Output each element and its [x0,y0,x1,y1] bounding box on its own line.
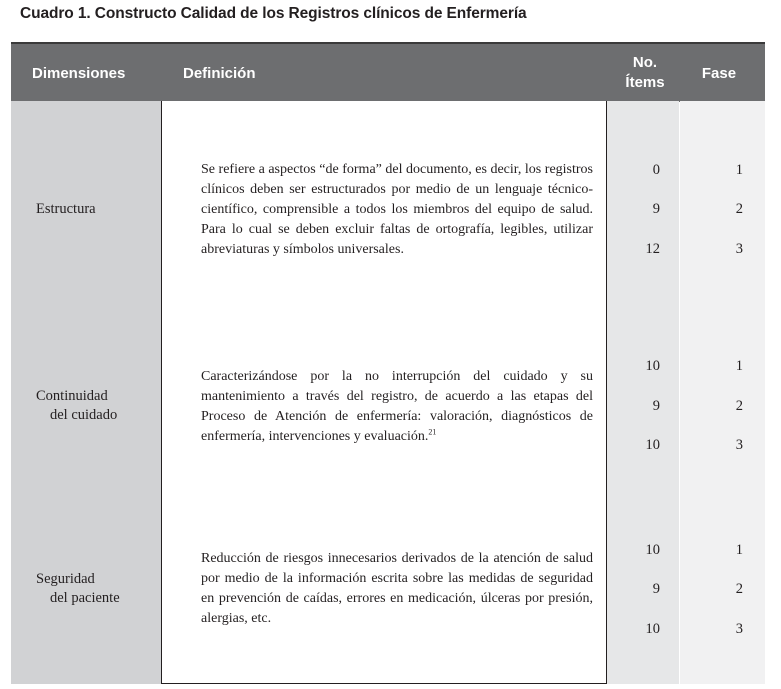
items-value: 10 [645,621,660,637]
dimension-line: del paciente [50,590,120,606]
fase-value: 2 [735,201,743,217]
header-fase: Fase [701,65,737,82]
header-items [615,53,675,93]
header-items-line2: Ítems [625,74,665,91]
fase-value: 3 [735,241,743,257]
items-value: 10 [645,358,660,374]
dimension-line: Continuidad [36,388,108,404]
row-dimension-seguridad [36,570,120,608]
table-header [11,42,765,102]
table-title: Cuadro 1. Constructo Calidad de los Registros clínicos de Enfermería [20,5,527,22]
fase-value: 1 [735,358,743,374]
row-definition-seguridad: Reducción de riesgos innecesarios derivados de la atención de salud por medio de la información escrita sobre las medidas de seguridad en prevención de caídas, errores en medicación, úlceras por presión, alergias, etc. [201,551,593,626]
items-value: 9 [652,398,660,414]
items-value: 9 [652,581,660,597]
dimension-line: Seguridad [36,571,95,587]
reference-superscript: 21 [428,427,437,437]
dimension-line: Estructura [36,201,96,217]
header-dimensiones: Dimensiones [32,65,126,82]
row-definition-estructura: Se refiere a aspectos “de forma” del documento, es decir, los registros clínicos deben ser estructurados por medio de un lenguaje técnico-científico, comprensible a todos los miembros del equipo de salud. Para lo cual se deben excluir faltas de ortografía, legibles, utilizar abreviaturas y símbolos universales. [201,162,593,257]
fase-value: 2 [735,398,743,414]
column-divider [161,101,162,684]
fase-value: 3 [735,437,743,453]
definition-text: Caracterizándose por la no interrupción del cuidado y su mantenimiento a través del registro, de acuerdo a las etapas del Proceso de Atención de enfermería: valoración, diagnósticos de enfermería, intervenciones y evaluación. [201,369,593,444]
row-definition-continuidad [201,367,593,447]
items-value: 9 [652,201,660,217]
items-value: 12 [645,241,660,257]
items-value: 10 [645,437,660,453]
header-definicion: Definición [183,65,256,82]
items-value: 0 [652,162,660,178]
items-value: 10 [645,542,660,558]
fase-value: 3 [735,621,743,637]
dimension-line: del cuidado [50,407,118,423]
table-bottom-rule [161,683,607,684]
header-items-line1: No. [632,54,658,71]
fase-value: 1 [735,162,743,178]
column-divider [606,101,607,684]
row-dimension-continuidad [36,387,117,425]
fase-value: 2 [735,581,743,597]
row-dimension-estructura [36,200,96,219]
fase-value: 1 [735,542,743,558]
